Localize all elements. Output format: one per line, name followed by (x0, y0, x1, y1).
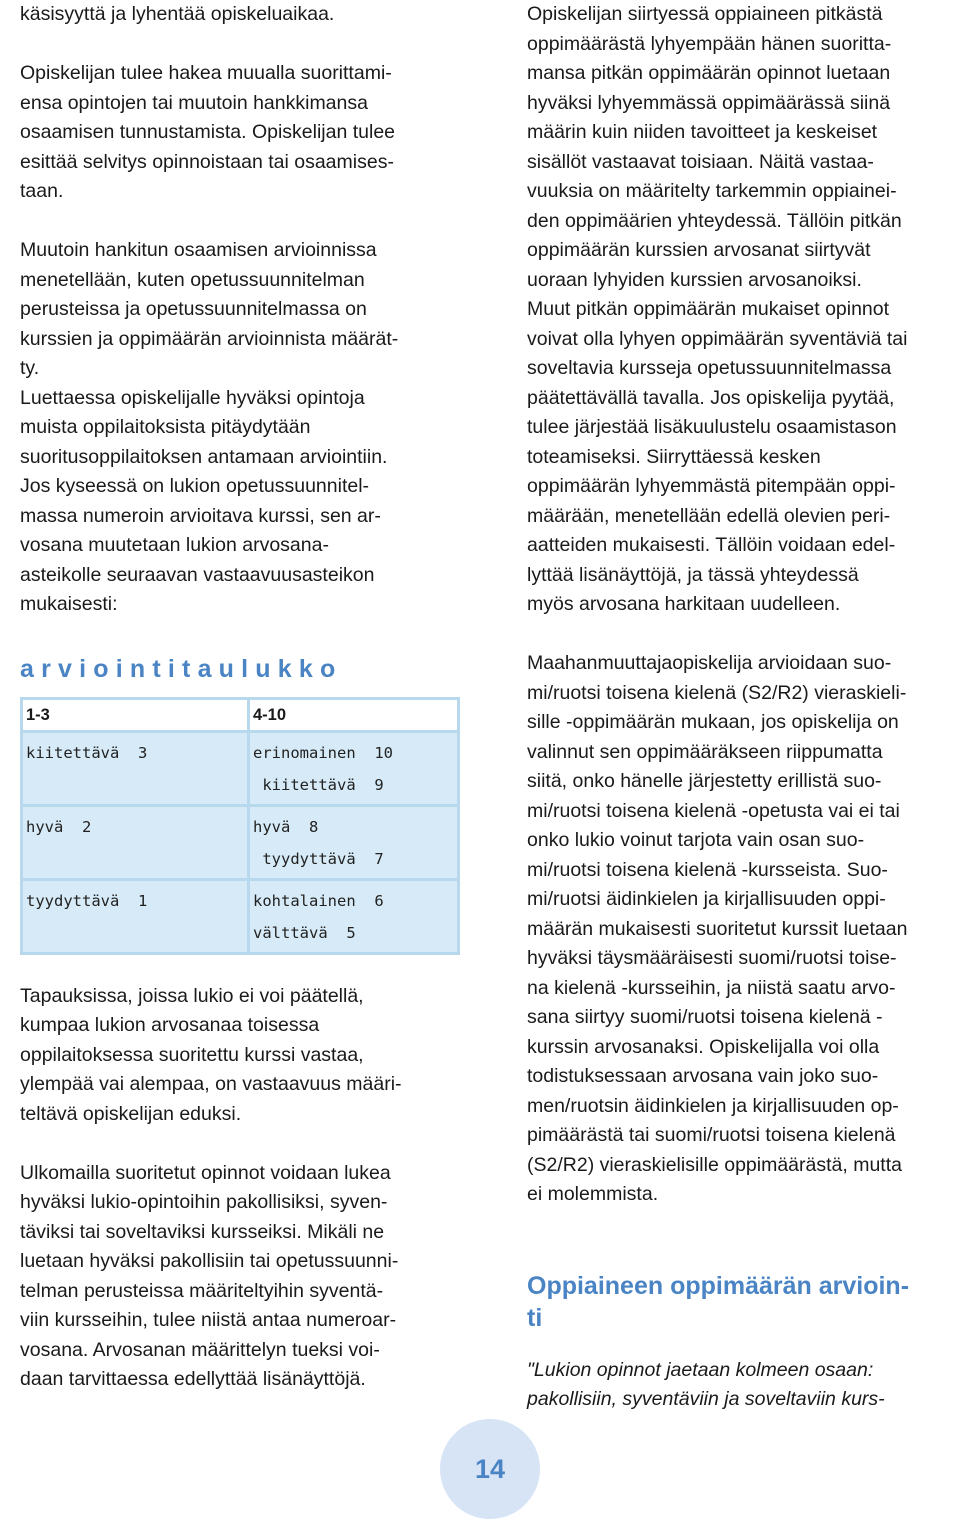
paragraph-right-2 (527, 649, 959, 1210)
cell-text: kiitettävä 9 (253, 775, 384, 794)
text-line: määrän mukaisesti suoritetut kurssit luetaan (527, 917, 908, 940)
text-line: viin kursseihin, tulee niistä antaa numeroar- (20, 1309, 397, 1331)
text-line: onko lukio voinut tarjota vain osan suo- (527, 829, 865, 851)
text-line: ylempää vai alempaa, on vastaavuus määri- (20, 1073, 402, 1095)
page-number: 14 (440, 1419, 540, 1519)
cell-text: hyvä 8 (253, 817, 319, 836)
table-header-row (20, 697, 460, 733)
text-line: mi/ruotsi toisena kielenä -opetusta vai ei tai (527, 799, 900, 822)
text-line: luetaan hyväksi pakollisiin tai opetussuunni- (20, 1250, 399, 1272)
text-line: käsisyyttä ja lyhentää opiskeluaikaa. (20, 3, 335, 25)
text-line: mansa pitkän oppimäärän opinnot luetaan (527, 62, 891, 84)
text-line: (S2/R2) vieraskielisille oppimäärästä, mutta (527, 1153, 902, 1176)
right-column (527, 0, 959, 1415)
text-line: na kielenä -kursseihin, ja niistä saatu arvo- (527, 976, 896, 999)
text-line: Muutoin hankitun osaamisen arvioinnissa (20, 239, 377, 261)
table-header-cell: 1-3 (20, 697, 250, 733)
text-line: sille -oppimäärän mukaan, jos opiskelija on (527, 711, 899, 733)
cell-text: kohtalainen 6 (253, 891, 384, 910)
text-line: oppimäärästä lyhyempään hänen suoritta- (527, 32, 892, 55)
text-line: kumpaa lukion arvosanaa toisessa (20, 1014, 320, 1036)
text-line: esittää selvitys opinnoistaan tai osaamises- (20, 150, 394, 173)
text-line: pimäärästä tai suomi/ruotsi toisena kielenä (527, 1124, 896, 1146)
section-heading (527, 1270, 959, 1334)
text-line: daan tarvittaessa edellyttää lisänäyttöjä. (20, 1368, 366, 1390)
paragraph-2 (20, 59, 460, 207)
text-line: vuuksia on määritelty tarkemmin oppiainei- (527, 180, 897, 202)
paragraph-4 (20, 384, 460, 473)
text-line: mi/ruotsi toisena kielenä (S2/R2) vieraskieli- (527, 681, 907, 704)
text-line: Tapauksissa, joissa lukio ei voi päätellä, (20, 984, 364, 1007)
text-line: teltävä opiskelijan eduksi. (20, 1102, 242, 1125)
paragraph-6 (20, 982, 460, 1130)
text-line: muista oppilaitoksista pitäydytään (20, 416, 311, 438)
table-row (20, 733, 460, 807)
text-line: telman perusteissa määriteltyihin syventä- (20, 1279, 384, 1302)
text-line: soveltavia kursseja opetussuunnitelmassa (527, 357, 892, 379)
cell-text: tyydyttävä 1 (26, 891, 148, 910)
table-heading: arviointitaulukko (20, 654, 343, 683)
grading-table (20, 697, 460, 955)
paragraph-5 (20, 472, 460, 620)
text-line: den oppimäärien yhteydessä. Tällöin pitkän (527, 209, 902, 232)
text-line: täviksi tai soveltaviksi kursseiksi. Mikäli ne (20, 1220, 385, 1243)
text-line: Opiskelijan tulee hakea muualla suorittami- (20, 62, 392, 84)
text-line: Muut pitkän oppimäärän mukaiset opinnot (527, 298, 890, 320)
text-line: Luettaessa opiskelijalle hyväksi opintoja (20, 386, 365, 409)
cell-text: kiitettävä 3 (26, 743, 148, 762)
paragraph-3 (20, 236, 460, 384)
paragraph-right-1 (527, 0, 959, 620)
text-line: ei molemmista. (527, 1183, 659, 1205)
table-header-cell: 4-10 (250, 697, 460, 733)
text-line: osaamisen tunnustamista. Opiskelijan tulee (20, 121, 396, 143)
text-line: voivat olla lyhyen oppimäärän syventäviä tai (527, 327, 908, 350)
text-line: toteamiseksi. Siirryttäessä kesken (527, 445, 821, 468)
cell-text: tyydyttävä 7 (253, 849, 384, 868)
text-line: todistuksessaan arvosana vain joko suo- (527, 1065, 879, 1087)
text-line: hyväksi lukio-opintoihin pakollisiksi, syven- (20, 1191, 388, 1213)
text-line: taan. (20, 180, 64, 202)
text-line: kurssien ja oppimäärän arvioinnista määrät- (20, 327, 399, 350)
text-line: kurssin arvosanaksi. Opiskelijalla voi olla (527, 1035, 880, 1058)
text-line: määrin kuin niiden tavoitteet ja keskeiset (527, 121, 878, 143)
text-line: asteikolle seuraavan vastaavuusasteikon (20, 563, 375, 586)
left-column (20, 0, 460, 1395)
cell-text: välttävä 5 (253, 923, 356, 942)
text-line: valinnut sen oppimääräkseen riippumatta (527, 740, 883, 763)
text-line: vosana. Arvosanan määrittelyn tueksi voi- (20, 1338, 380, 1361)
text-line: oppimäärän lyhyemmästä pitempään oppi- (527, 475, 896, 497)
text-line: ensa opintojen tai muutoin hankkimansa (20, 91, 368, 114)
text-line: perusteissa ja opetussuunnitelmassa on (20, 298, 367, 320)
cell-text: hyvä 2 (26, 817, 92, 836)
text-line: mi/ruotsi äidinkielen ja kirjallisuuden oppi- (527, 888, 886, 910)
text-line: uoraan lyhyiden kurssien arvosanoiksi. (527, 268, 862, 291)
table-cell (20, 881, 250, 955)
heading-line: Oppiaineen oppimäärän arvioin- (527, 1271, 910, 1300)
text-line: Opiskelijan siirtyessä oppiaineen pitkästä (527, 3, 883, 25)
paragraph-1 (20, 0, 460, 30)
text-line: aatteiden mukaisesti. Tällöin voidaan edel- (527, 534, 896, 556)
table-row (20, 807, 460, 881)
text-line: men/ruotsin äidinkielen ja kirjallisuuden op- (527, 1094, 899, 1117)
text-line: massa numeroin arvioitava kurssi, sen ar- (20, 504, 381, 527)
heading-line: ti (527, 1303, 543, 1332)
table-cell (250, 881, 460, 955)
text-line: Ulkomailla suoritetut opinnot voidaan lukea (20, 1161, 391, 1184)
quote-paragraph (527, 1356, 959, 1415)
text-line: tulee järjestää lisäkuulustelu osaamistason (527, 416, 897, 438)
text-line: "Lukion opinnot jaetaan kolmeen osaan: (527, 1358, 874, 1381)
text-line: suoritusoppilaitoksen antamaan arviointiin. (20, 445, 388, 468)
text-line: määrään, menetellään edellä olevien peri- (527, 504, 891, 527)
text-line: vosana muutetaan lukion arvosana- (20, 534, 329, 556)
table-cell (250, 733, 460, 807)
table-cell (20, 733, 250, 807)
text-line: Maahanmuuttajaopiskelija arvioidaan suo- (527, 652, 892, 674)
cell-text: erinomainen 10 (253, 743, 393, 762)
text-line: hyväksi täysmääräisesti suomi/ruotsi toise- (527, 947, 897, 969)
text-line: menetellään, kuten opetussuunnitelman (20, 268, 365, 291)
table-row (20, 881, 460, 955)
text-line: oppilaitoksessa suoritettu kurssi vastaa, (20, 1043, 364, 1066)
text-line: sisällöt vastaavat toisiaan. Näitä vastaa- (527, 150, 874, 173)
text-line: siitä, onko hänelle järjestetty erillistä suo- (527, 770, 882, 792)
text-line: päätettävällä tavalla. Jos opiskelija pyytää, (527, 386, 895, 409)
text-line: myös arvosana harkitaan uudelleen. (527, 593, 841, 615)
table-cell (250, 807, 460, 881)
text-line: ty. (20, 357, 40, 379)
text-line: mukaisesti: (20, 593, 118, 615)
text-line: pakollisiin, syventäviin ja soveltaviin kurs- (527, 1388, 885, 1410)
paragraph-7 (20, 1159, 460, 1395)
text-line: Jos kyseessä on lukion opetussuunnitel- (20, 475, 370, 497)
text-line: lyttää lisänäyttöjä, ja tässä yhteydessä (527, 563, 859, 586)
text-line: mi/ruotsi toisena kielenä -kursseista. Suo- (527, 858, 888, 881)
text-line: oppimäärän kurssien arvosanat siirtyvät (527, 239, 871, 261)
text-line: hyväksi lyhyemmässä oppimäärässä siinä (527, 91, 891, 114)
table-cell (20, 807, 250, 881)
text-line: sana siirtyy suomi/ruotsi toisena kielenä - (527, 1006, 883, 1028)
